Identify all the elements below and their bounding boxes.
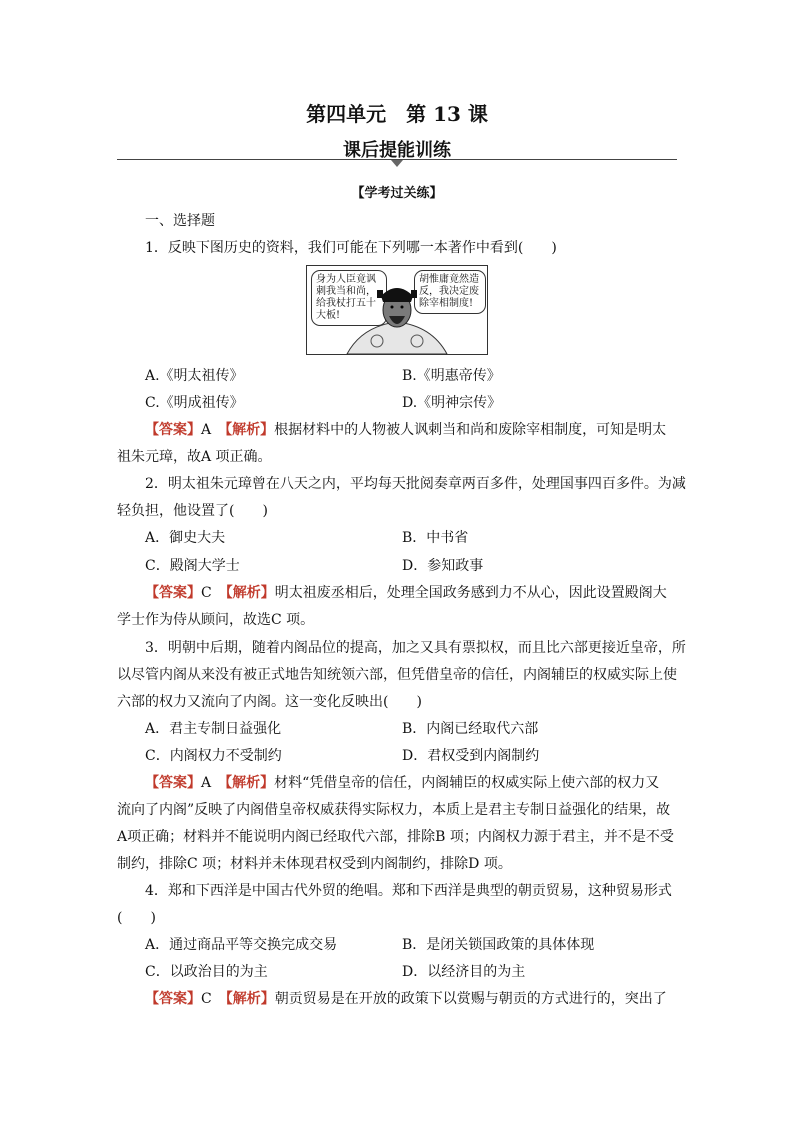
q3-stem-line1: 3．明朝中后期，随着内阁品位的提高，加之又具有票拟权，而且比六部更接近皇帝，所 xyxy=(145,640,686,656)
page-title: 第四单元 第 13 课 xyxy=(306,102,488,126)
q4-stem-line1: 4．郑和下西洋是中国古代外贸的绝唱。郑和下西洋是典型的朝贡贸易，这种贸易形式 xyxy=(145,883,672,899)
q2-stem-line2: 轻负担，他设置了( ) xyxy=(117,503,268,519)
q3-option-c: C．内阁权力不受制约 xyxy=(145,748,282,764)
answer-tag: 【答案】 xyxy=(145,991,201,1007)
q4-option-a: A．通过商品平等交换完成交易 xyxy=(145,937,338,953)
q1-option-a: A.《明太祖传》 xyxy=(145,368,244,384)
q3-stem-line3: 六部的权力又流向了内阁。这一变化反映出( ) xyxy=(117,694,422,710)
analysis-text: 根据材料中的人物被人讽刺当和尚和废除宰相制度，可知是明太 xyxy=(274,422,667,438)
analysis-tag: 【解析】 xyxy=(225,991,275,1007)
q1-analysis-cont: 祖朱元璋，故A 项正确。 xyxy=(117,449,272,465)
q3-option-a: A．君主专制日益强化 xyxy=(145,721,282,737)
q2-stem-line1: 2．明太祖朱元璋曾在八天之内，平均每天批阅奏章两百多件，处理国事四百多件。为减 xyxy=(145,476,686,492)
analysis-text: 材料“凭借皇帝的信任，内阁辅臣的权威实际上使六部的权力又 xyxy=(274,775,660,791)
q1-figure-right-bubble: 胡惟庸竟然造反，我决定废除宰相制度! xyxy=(414,270,486,314)
section-title: 【学考过关练】 xyxy=(351,186,443,201)
q3-stem-line2: 以尽管内阁从来没有被正式地告知统领六部，但凭借皇帝的信任，内阁辅臣的权威实际上使 xyxy=(117,667,677,683)
q3-analysis-cont-3: 制约，排除C 项；材料并未体现君权受到内阁制约，排除D 项。 xyxy=(117,856,512,872)
divider-triangle-icon xyxy=(391,160,403,167)
emperor-portrait-icon xyxy=(307,266,487,354)
q1-answer-line xyxy=(145,419,666,439)
analysis-tag: 【解析】 xyxy=(225,775,275,791)
q3-option-d: D．君权受到内阁制约 xyxy=(402,748,540,764)
q2-option-c: C．殿阁大学士 xyxy=(145,558,240,574)
answer-tag: 【答案】 xyxy=(145,422,201,438)
q1-option-c: C.《明成祖传》 xyxy=(145,395,244,411)
analysis-text: 明太祖废丞相后，处理全国政务感到力不从心，因此设置殿阁大 xyxy=(274,585,667,601)
q2-option-d: D．参知政事 xyxy=(402,558,484,574)
analysis-text: 朝贡贸易是在开放的政策下以赏赐与朝贡的方式进行的，突出了 xyxy=(274,991,667,1007)
page-subtitle: 课后提能训练 xyxy=(343,140,451,161)
q3-analysis-cont-1: 流向了内阁”反映了内阁借皇帝权威获得实际权力，本质上是君主专制日益强化的结果，故 xyxy=(117,802,671,818)
q1-figure-left-bubble: 身为人臣竟讽刺我当和尚，给我杖打五十大板! xyxy=(311,270,387,326)
q1-stem: 1．反映下图历史的资料，我们可能在下列哪一本著作中看到( ) xyxy=(145,240,557,256)
answer-value: C xyxy=(201,585,226,601)
q2-option-a: A．御史大夫 xyxy=(145,530,226,546)
q1-figure xyxy=(306,265,488,355)
q3-option-b: B．内阁已经取代六部 xyxy=(402,721,539,737)
q2-answer-line xyxy=(145,582,667,602)
q4-option-d: D．以经济目的为主 xyxy=(402,964,526,980)
q4-stem-line2: ( ) xyxy=(117,910,156,926)
q4-option-c: C．以政治目的为主 xyxy=(145,964,268,980)
q3-analysis-cont-2: A项正确；材料并不能说明内阁已经取代六部，排除B 项；内阁权力源于君主，并不是不受 xyxy=(117,829,674,845)
answer-value: A xyxy=(201,775,226,791)
answer-tag: 【答案】 xyxy=(145,775,201,791)
analysis-tag: 【解析】 xyxy=(225,422,275,438)
part-heading: 一、选择题 xyxy=(145,213,215,229)
q3-answer-line xyxy=(145,772,659,792)
q1-option-d: D.《明神宗传》 xyxy=(402,395,502,411)
q4-option-b: B．是闭关锁国政策的具体体现 xyxy=(402,937,595,953)
q1-option-b: B.《明惠帝传》 xyxy=(402,368,501,384)
q4-answer-line xyxy=(145,988,667,1008)
answer-value: C xyxy=(201,991,226,1007)
q2-option-b: B．中书省 xyxy=(402,530,469,546)
answer-value: A xyxy=(201,422,226,438)
q2-analysis-cont: 学士作为侍从顾问，故选C 项。 xyxy=(117,612,315,628)
answer-tag: 【答案】 xyxy=(145,585,201,601)
analysis-tag: 【解析】 xyxy=(225,585,275,601)
